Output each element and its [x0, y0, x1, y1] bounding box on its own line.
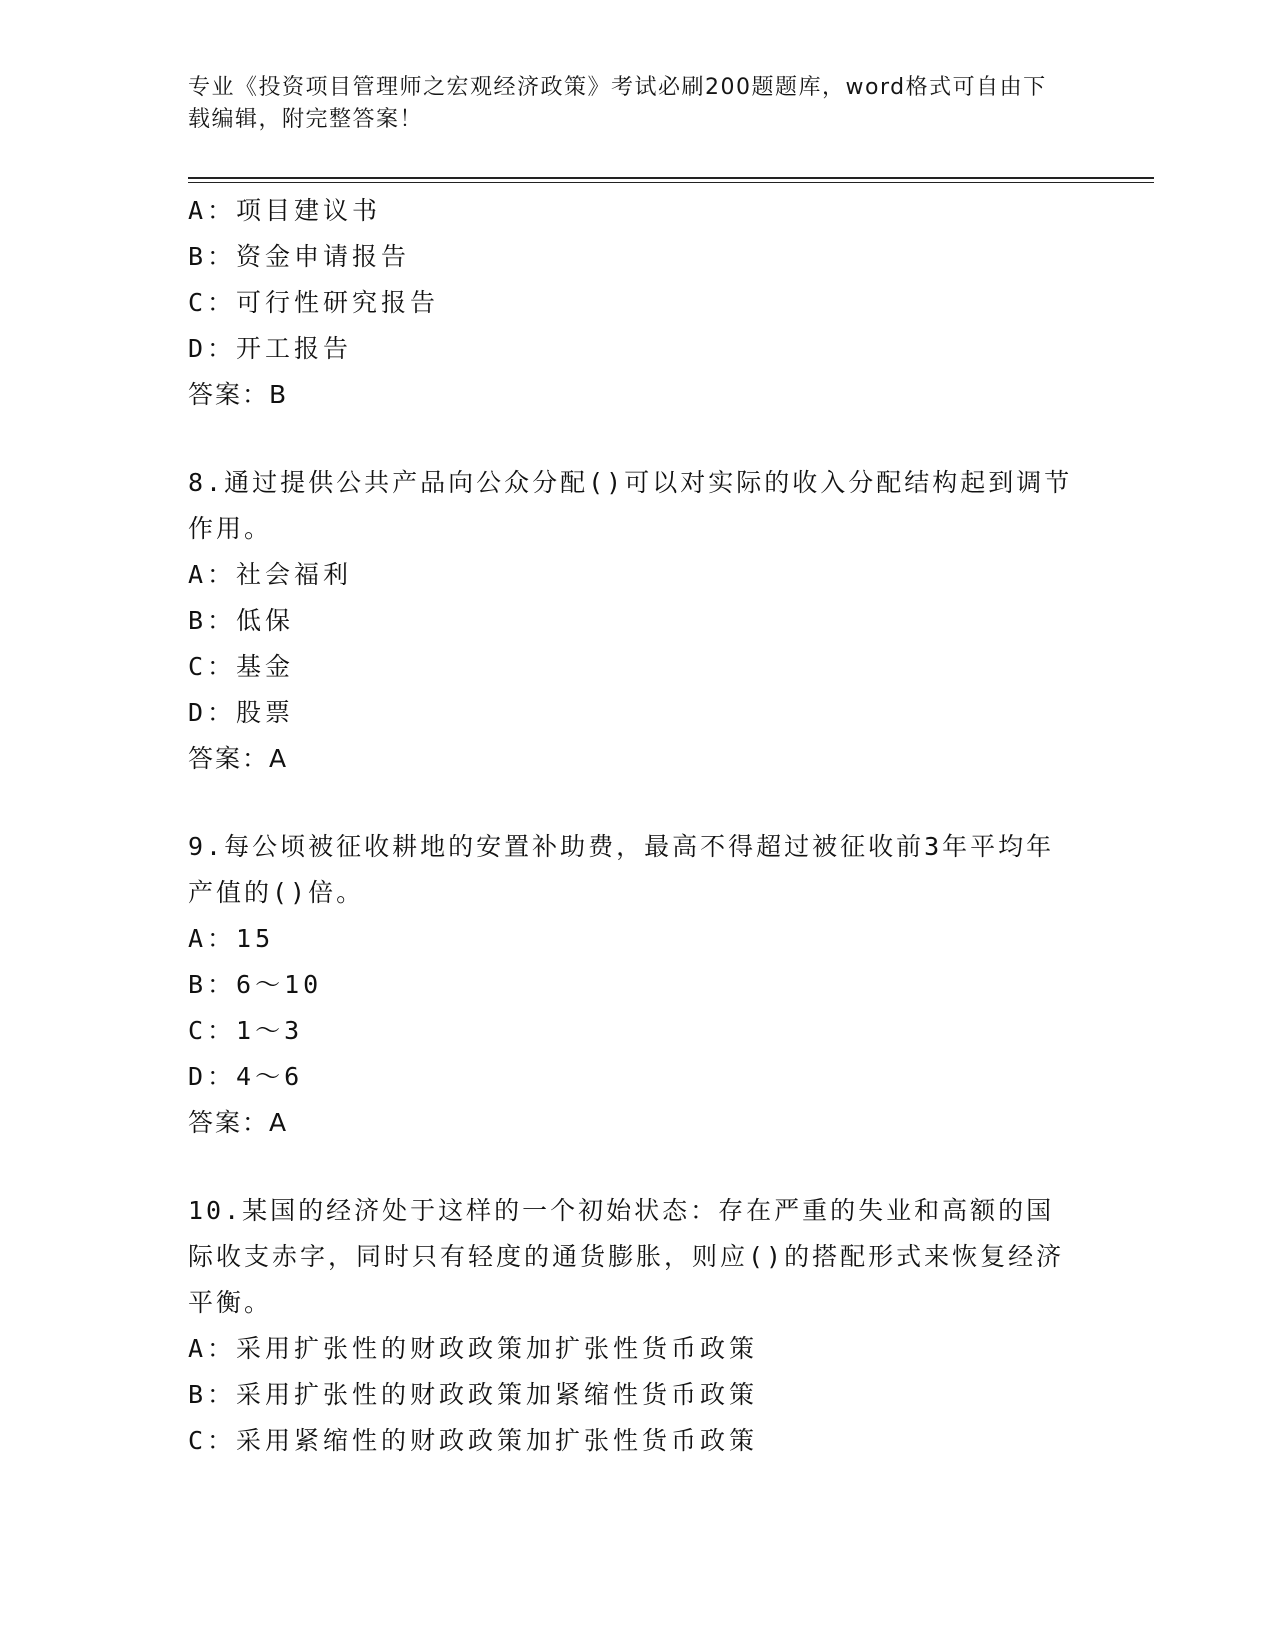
option-b: B：6～10: [188, 970, 323, 999]
option-a: A：项目建议书: [188, 196, 382, 225]
question-9: [188, 824, 1078, 1146]
option-b: B：低保: [188, 606, 295, 635]
option-c: C：采用紧缩性的财政政策加扩张性货币政策: [188, 1426, 759, 1455]
question-content: [188, 188, 1078, 1464]
spacer: [188, 418, 1078, 460]
answer-label: 答案：A: [188, 1108, 289, 1137]
option-c: C：基金: [188, 652, 295, 681]
header-rule-thick: [188, 177, 1154, 179]
option-d: D：4～6: [188, 1062, 304, 1091]
question-7-partial: [188, 188, 1078, 418]
question-8: [188, 460, 1078, 782]
option-a: A：采用扩张性的财政政策加扩张性货币政策: [188, 1334, 759, 1363]
option-a: A：社会福利: [188, 560, 353, 589]
spacer: [188, 782, 1078, 824]
spacer: [188, 1146, 1078, 1188]
option-c: C：可行性研究报告: [188, 288, 440, 317]
answer-label: 答案：B: [188, 380, 289, 409]
option-b: B：采用扩张性的财政政策加紧缩性货币政策: [188, 1380, 759, 1409]
question-text: 10.某国的经济处于这样的一个初始状态：存在严重的失业和高额的国际收支赤字，同时只有轻度的通货膨胀，则应()的搭配形式来恢复经济平衡。: [188, 1196, 1065, 1317]
option-b: B：资金申请报告: [188, 242, 411, 271]
question-10: [188, 1188, 1078, 1464]
option-a: A：15: [188, 924, 275, 953]
question-text: 8.通过提供公共产品向公众分配()可以对实际的收入分配结构起到调节作用。: [188, 468, 1073, 543]
answer-label: 答案：A: [188, 744, 289, 773]
option-d: D：开工报告: [188, 334, 353, 363]
option-d: D：股票: [188, 698, 295, 727]
document-header: 专业《投资项目管理师之宏观经济政策》考试必刷200题题库，word格式可自由下载编辑，附完整答案！: [188, 75, 1047, 132]
option-c: C：1～3: [188, 1016, 304, 1045]
header-rule-thin: [188, 182, 1154, 183]
question-text: 9.每公顷被征收耕地的安置补助费，最高不得超过被征收前3年平均年产值的()倍。: [188, 832, 1055, 907]
